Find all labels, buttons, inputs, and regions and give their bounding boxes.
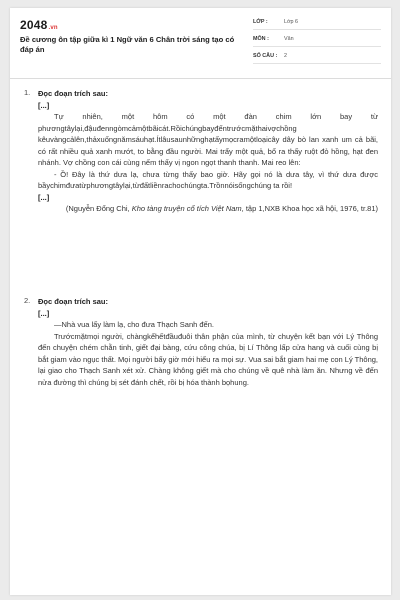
meta-key: MÔN : xyxy=(253,36,269,42)
excerpt-paragraph: Tự nhiên, một hôm có một đàn chim lớn bay từ phươngtâylại,đậuđenngòmcảmộtbãicát.Rồichúngbayđếntrướcmặthaivợchồng kêuvàngcảlên,thảxuốngnămsáuhạt.Ítlâusaunhữnghạtấymọcramộtloạicây dây bò lan xanh um cả bãi, có rất nhiều quả xanh mướt, to bằng đầu người. Mai trẩy một quả, bổ ra thấy ruột đỏ hồng, hạt đen nhánh. Vợ chồng con cái cùng nếm thấy vị ngon ngọt thanh thanh. Mai reo lên: xyxy=(38,112,378,167)
source-suffix: , tập 1,NXB Khoa học xã hội, 1976, tr.81) xyxy=(241,204,378,213)
meta-key: LỚP : xyxy=(253,19,268,25)
omission-mark: [...] xyxy=(38,192,50,202)
source-title: Kho tàng truyện cổ tích Việt Nam xyxy=(131,204,242,213)
question-body xyxy=(38,296,378,388)
question-number: 2. xyxy=(24,296,31,305)
document-page xyxy=(10,8,391,595)
excerpt-dialogue-line: —Nhà vua lấy làm lạ, cho đưa Thạch Sanh đến. xyxy=(54,320,214,329)
logo-text: 2048 xyxy=(20,18,48,32)
excerpt-paragraph: Trướcmặtmọi người, chàngkểhếtđầuđuôi thân phận của mình, từ chuyện kết bạn với Lý Thông đến chuyện chém chằn tinh, giết đại bàng, cứu công chúa, bị Lí Thông lấp cửa hang và cuối cùng bị bắt giam vào ngục thất. Mọi người bấy giờ mới hiểu ra mọi sự. Vua sai bắt giam hai mẹ con Lý Thông, lại giao cho Thạch Sanh xét xử. Chàng không giết mà cho chúng về quê nhà làm ăn. Nhưng về đến nửa đường thì chúng bị sét đánh chết, rồi bị hóa thành bọhung. xyxy=(38,331,378,387)
meta-value: 2 xyxy=(284,53,287,59)
site-logo[interactable] xyxy=(20,18,58,32)
logo-suffix: .vn xyxy=(48,25,58,31)
meta-value: Lớp 6 xyxy=(284,19,299,25)
question-body xyxy=(38,88,378,215)
document-meta xyxy=(253,16,381,67)
question-heading: Đọc đoạn trích sau: xyxy=(38,89,109,98)
source-prefix: (Nguyễn Đổng Chi, xyxy=(65,204,132,213)
meta-key: SỐ CÂU : xyxy=(253,53,278,59)
meta-row-subject xyxy=(253,33,381,47)
meta-value: Văn xyxy=(284,36,294,42)
excerpt-source xyxy=(38,203,378,215)
document-header xyxy=(10,8,391,72)
meta-row-grade xyxy=(253,16,381,30)
meta-row-question-count xyxy=(253,50,381,64)
omission-mark: [...] xyxy=(38,100,50,110)
omission-mark: [...] xyxy=(38,308,50,318)
question-number: 1. xyxy=(24,88,31,97)
header-divider xyxy=(10,78,391,79)
document-title: Đề cương ôn tập giữa kì 1 Ngữ văn 6 Chân trời sáng tạo có đáp án xyxy=(20,35,235,54)
question-heading: Đọc đoạn trích sau: xyxy=(38,297,109,306)
excerpt-paragraph: - Ồ! Đây là thứ dưa lạ, chưa từng thấy bao giờ. Hãy gọi nó là dưa tây, vì thứ dưa được bầychimđưatừphươngtâylại,từđấtliềnrachochúngta.Trồnnóisốngchúng ta rồi! xyxy=(38,169,378,190)
